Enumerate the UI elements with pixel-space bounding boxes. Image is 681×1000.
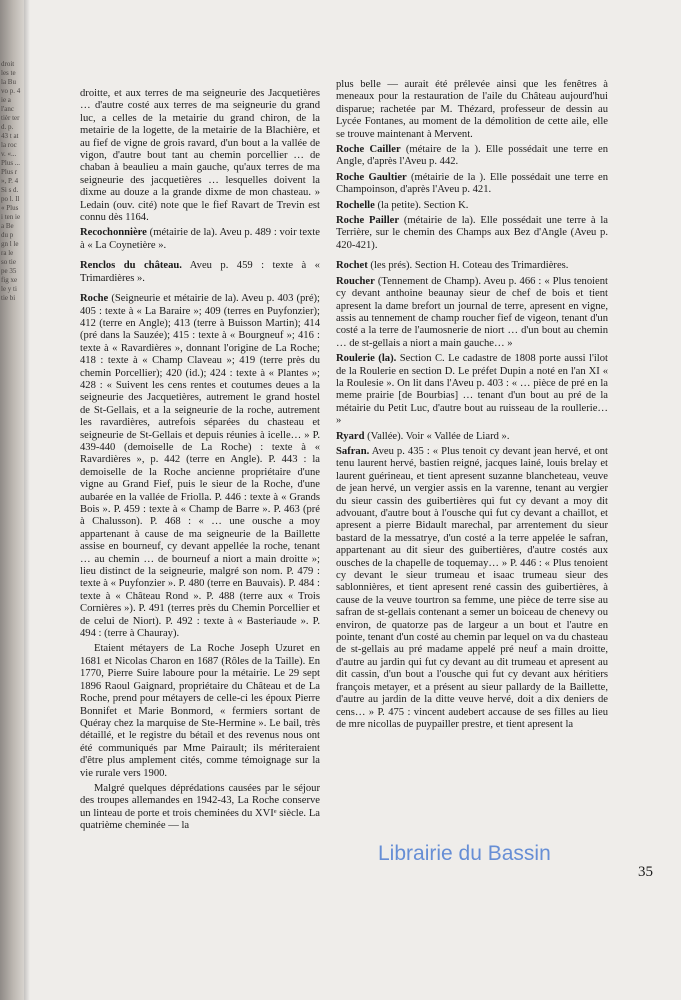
watermark-text: Librairie du Bassin <box>378 842 551 865</box>
dictionary-entry <box>80 293 320 640</box>
entry-body: (Vallée). Voir « Vallée de Liard ». <box>364 430 510 442</box>
entry-headword: Roucher <box>336 275 375 287</box>
dictionary-entry <box>336 172 608 197</box>
entry-body: (la petite). Section K. <box>374 199 469 211</box>
entry-body: Aveu p. 459 : texte à « Trimardières ». <box>80 260 320 284</box>
entry-headword: Renclos du château. <box>80 260 182 272</box>
entry-body: (métairie de la). Elle possédait une terre à la Terrière, sur le chemin des Champs aux Bez d'Angle (Aveu p. 420-421). <box>336 215 608 251</box>
entry-body: (Seigneurie et métairie de la). Aveu p. 403 (pré); 405 : texte à « La Baraire »; 409 (terres en Puyfonzier); 412 (terre en Angle); 413 (terre à Buisson Martin); 414 (pré dans la Sauzée); 415 : texte à « Bourgneuf »; 416 : texte à « Ravardières », donnant l'origine de La Roche; 418 : texte à « Champ Claveau »; 419 (terre près du chemin Porcellier); 420 (id.); 424 : texte à « Plantes »; 428 : « Suivent les cens rentes et coutumes deues a la seigneurie des Jacquetières, autrement le grand hostel de St-Gellais, et a la seigneurie de la roche, autrement les ravardières, autrefois séparées du chasteau et seigneurie de St-Gellais et depuis réunies à icelle… » P. 439-440 (demoiselle de La Roche) : texte à « Ravardières », p. 442 (terre en Angle). P. 443 : la demoiselle de la Roche ancienne propriétaire d'une vigne au Grand Fief, puis le sieur de la Roche, d'une aubarée en la vallée de Friolla. P. 446 : texte à « Grands Bois ». P. 459 : texte à « Champ de Barre ». P. 463 (pré à Chalusson). P. 468 : « … une ousche a moy appartenant à cause de ma seigneurie de la Baillette assise en bourneuf, cy devant appellée la roche, tenant … au chemin … de bourneuf a niort a main droitte »; lieu distinct de la seigneurie, malgré son nom. P. 479 : texte à « Puyfonzier ». P. 480 (terre en Bauvais). P. 484 : texte à « Château Rond ». P. 488 (terre aux « Trois Cornières »). P. 491 (terres près du Chemin Porcellier et de celui de Niort). P. 492 : texte à « Basteriaude ». P. 494 : (terre à Chauray). <box>80 293 320 640</box>
entry-headword: Ryard <box>336 430 365 442</box>
entry-body: (métaire de la ). Elle possédait une terre en Angle, d'après l'Aveu p. 442. <box>336 144 608 168</box>
entry-headword: Rochet <box>336 260 368 272</box>
dictionary-entry <box>336 215 608 252</box>
paragraph: Malgré quelques déprédations causées par le séjour des troupes allemandes en 1942-43, La Roche conserve un linteau de porte et trois cheminées du XVIᵉ siècle. La quatrième cheminée — la <box>80 782 320 832</box>
paragraph-continuation: droitte, et aux terres de ma seigneurie des Jacquetières … d'autre costé aux terres de ma seigneurie du grand luc, a celles de la metairie du grand chiron, de la metairie de la logette, de la metairie de la Blachière, et au fief de vigne de grois ravard, d'un bout a la vallée de vigon, d'autre bout tant au chemin porcellier … de chaban à beaulieu a main gauche, qu'aux terres de ma seigneurie des jacquetières … lesquelles doivent la dixme au douze a la grande dixme de mon chasteau. » Ledain (ouv. cité) note que le fief Ravart de Trevin est connu dès 1164. <box>80 88 320 224</box>
entry-body: Section C. Le cadastre de 1808 porte aussi l'ilot de la Roulerie en section D. Le préfet Dupin a noté en l'an XI « la Roulesie ». On lit dans l'Aveu p. 403 : « … pièce de pré en la meme prairie [de Bourbias] … tenant d'un bout au pré de la métairie du Petit Luc, d'autre bout au ruisseau de la roullerie… » <box>336 353 608 427</box>
adjacent-page-fragments: droit les te la Bu vo p. 4 ie a l'anc tièr ter d. p. 43 t at la roc v. «... Plus ... Plus r », P. 4 Si s d. po l. Il « Plus i ten ie a Be du p gn l le ra le so tie pe 35 fig xe le y ti tie bi <box>1 60 21 302</box>
dictionary-entry <box>80 260 320 285</box>
entry-body: (métairie de la ). Elle possédait une terre en Champoinson, d'après l'Aveu p. 421. <box>336 171 608 196</box>
gutter-shadow <box>24 0 30 1000</box>
right-column <box>336 79 608 734</box>
entry-body: (métairie de la). Aveu p. 489 : voir texte à « La Coynetière ». <box>80 227 320 251</box>
entry-headword: Recochonnière <box>80 227 147 239</box>
dictionary-entry <box>336 260 608 272</box>
entry-body: (Tennement de Champ). Aveu p. 466 : « Plus tenoient cy devant anthoine beaunay sieur de chef de bois et tient apresent la dame brefort un journal de terre, apresent en vigne, assis au tennement de champ roucher fief de vigeon, tenant d'un costé a la terre de l'aumosnerie de niort … d'un bout au chemin … de st-gellais a niort a main gauche… » <box>336 275 608 349</box>
left-column <box>80 88 320 836</box>
dictionary-entry <box>336 353 608 427</box>
entry-body: Aveu p. 435 : « Plus tenoit cy devant jean hervé, et ont tenu laurent hervé, bastien reigné, jacques lainé, louis brelay et laurent guérineau, et tient apresent suzanne blancheteau, veuve de jean hervé, un vergier assis en la varenne, tenant au vergier du sieur cassin des guibertières qui fut cy devant a moy dit advouant, d'autre bout à l'ousche qui fut cy devant a chaillot, et apresent a pierre Bidault marechal, par arrentement du sieur bastard de la messatrye, d'un costé a la terre appelée le safran, appartenant au dit sieur des guibertières, d'autre costés aux ousches de la chapelle de toquemay… » P. 446 : « Plus tenoient cy devant le sieur trumeau et isaac trumeau sieur des sablonnières, et tient apresent rené cassin des guibertières, à cause de la veuve tourtron sa femme, une pièce de terre sise au safran de st-gellais contenant a semer un boiceau de chenevy ou environ, de quatorze pas de largeur a un bout et l'autre en pointe, tenant d'un costé au chemin par lequel on va du chasteau de st-gellais au pré madame appelé pré neuf a main droitte, d'autre au jardin qui fut cy devant au dit trumeau et apresent au dit cassin, d'un bout a l'ousche qui fut cy devant aux héritiers françois metayer, et a présent au sieur pallardy de la Baillette, d'autre au jardin de la ditte veuve hervé, doit a dix deniers de cens… » P. 475 : vincent audebert accause de ses filles au lieu de mre nicollas de puypailler prestre, et tient apresent la <box>336 445 608 730</box>
paragraph: Etaient métayers de La Roche Joseph Uzuret en 1681 et Nicolas Charon en 1687 (Rôles de la Taille). En 1770, Pierre Suire laboure pour la métairie. Le 29 sept 1896 Raoul Gaignard, propriétaire du Château et de La Roche, prend pour métayers de celle-ci les époux Pierre Bonnifet et Marie Bonmord, « fermiers sortant de Quéray chez la marquise de Ste-Hermine ». Le bail, très détaillé, et le registre du bétail et des revenus nous ont été communiqués par Mme Pairault; ils mériteraient d'être plus amplement cités, comme témoignage sur la vie rurale vers 1900. <box>80 643 320 779</box>
entry-headword: Roche Cailler <box>336 144 401 156</box>
entry-headword: Safran. <box>336 445 370 457</box>
dictionary-entry <box>336 431 608 443</box>
entry-headword: Roche Gaultier <box>336 171 407 183</box>
page-number: 35 <box>638 864 653 880</box>
dictionary-entry <box>336 276 608 350</box>
dictionary-entry <box>336 200 608 212</box>
entry-headword: Roche Pailler <box>336 215 400 227</box>
entry-headword: Roulerie (la). <box>336 353 397 365</box>
dictionary-entry <box>336 144 608 169</box>
adjacent-page-edge <box>0 0 24 1000</box>
entry-body: (les prés). Section H. Coteau des Trimardières. <box>367 260 569 272</box>
entry-headword: Rochelle <box>336 199 375 211</box>
dictionary-entry <box>336 446 608 731</box>
entry-headword: Roche <box>80 293 109 305</box>
dictionary-entry <box>80 227 320 252</box>
book-page <box>24 0 681 1000</box>
paragraph-continuation: plus belle — aurait été prélevée ainsi que les fenêtres à meneaux pour la restauration de l'aile du Château aujourd'hui disparue; rachetée par M. Thézard, professeur de dessin au Lycée Fontanes, au moment de la démolition de cette aile, elle se trouve maintenant à Mervent. <box>336 79 608 140</box>
